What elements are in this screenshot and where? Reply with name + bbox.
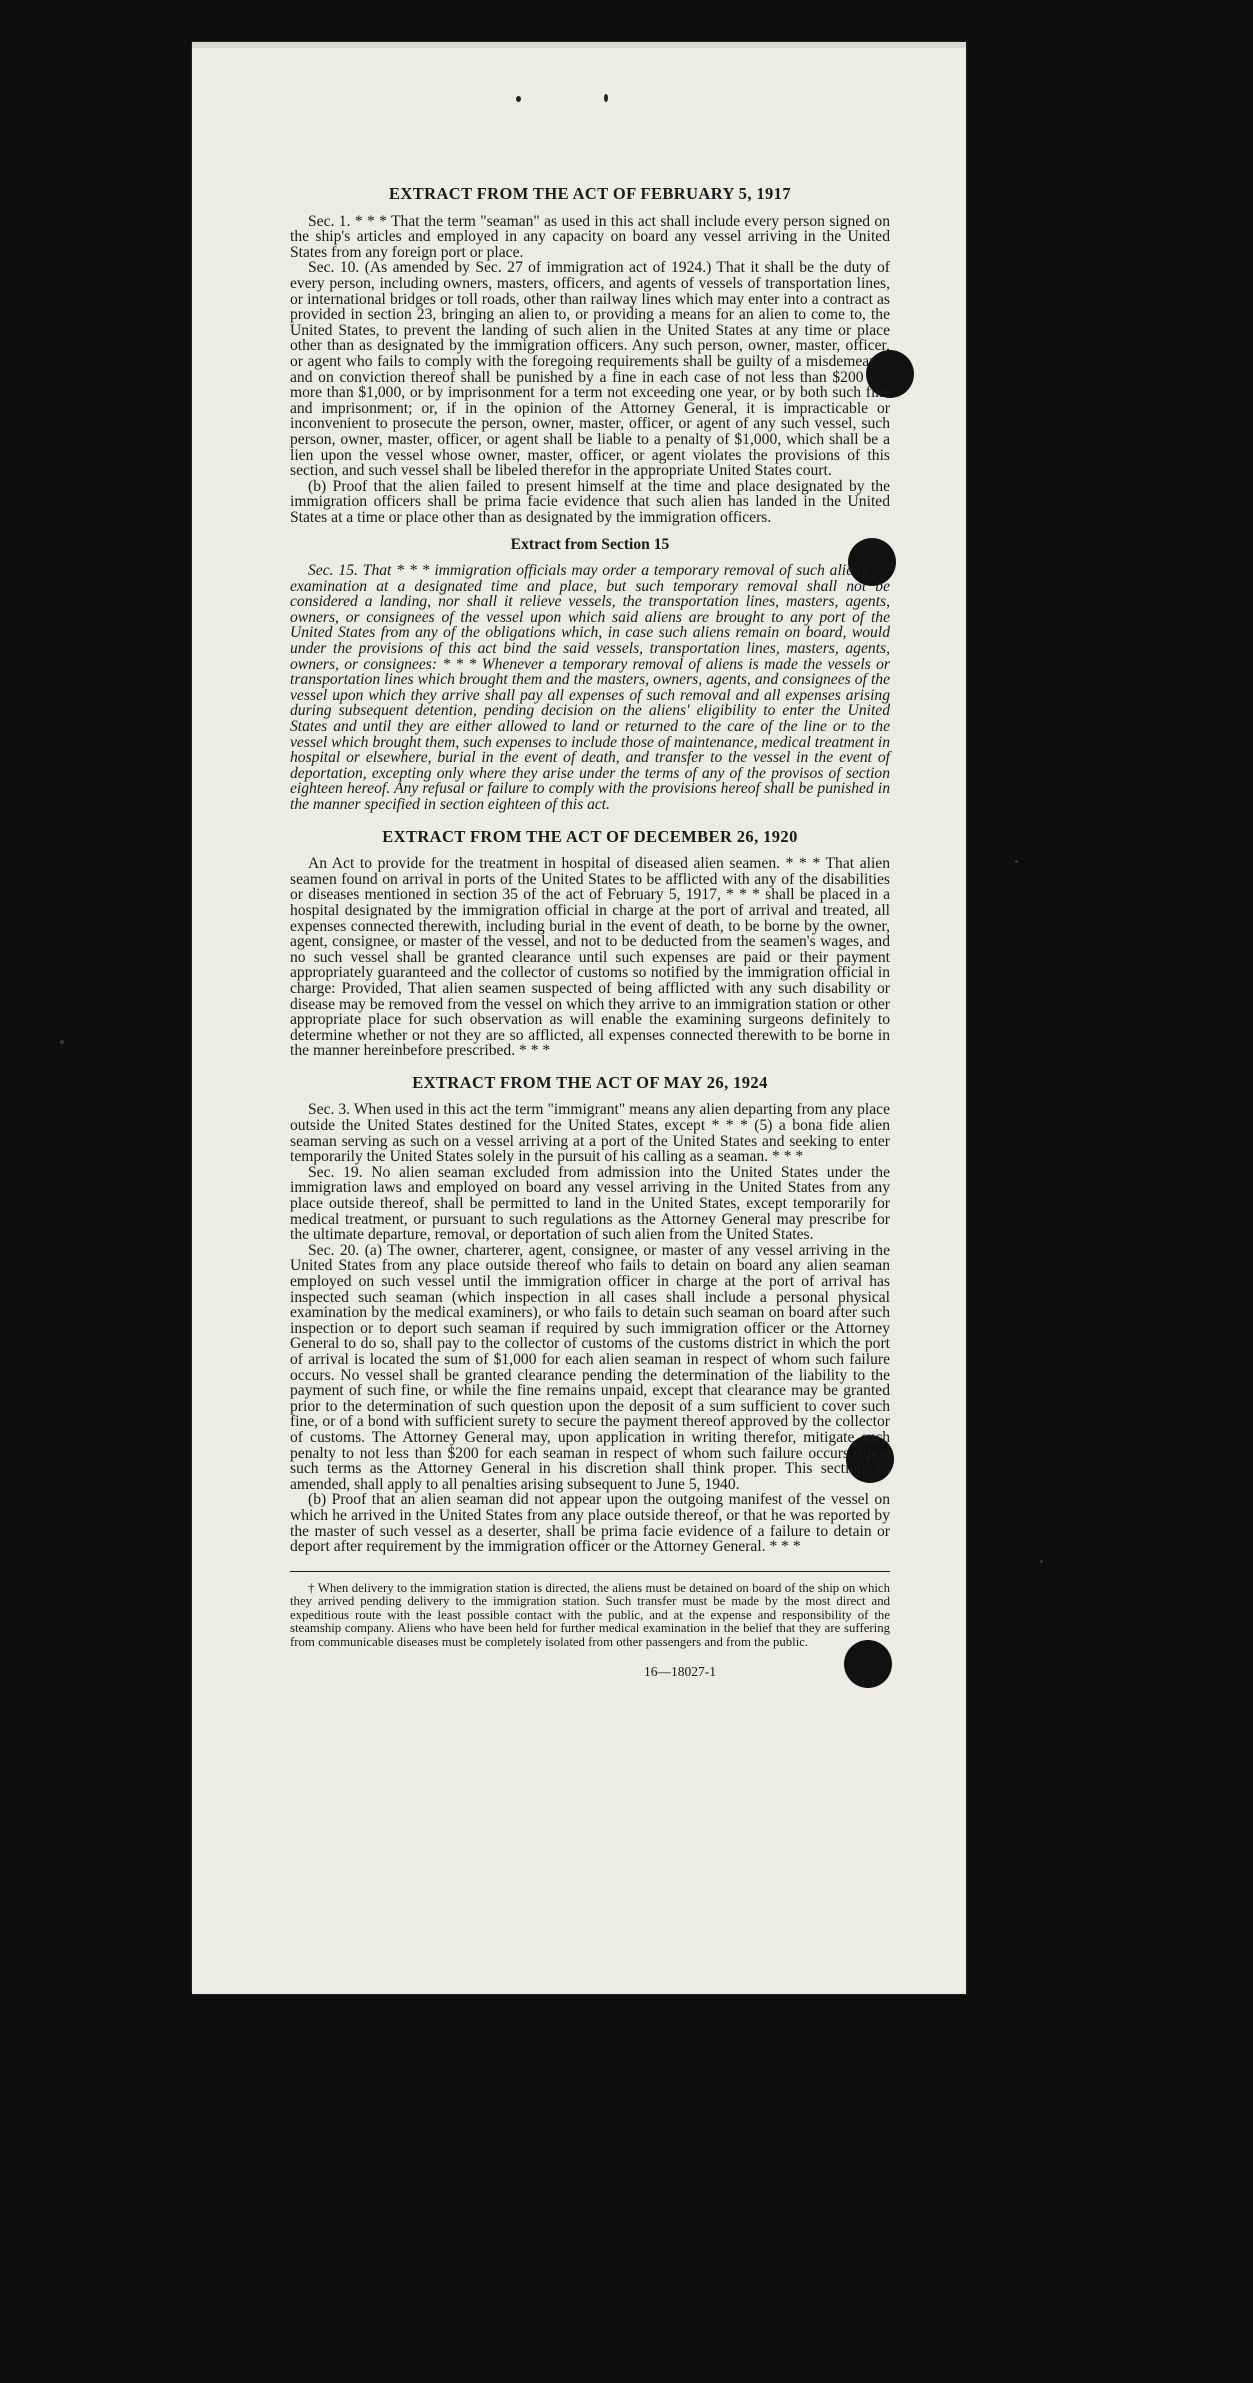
section-heading-1924: EXTRACT FROM THE ACT OF MAY 26, 1924 <box>412 1072 768 1092</box>
film-speck <box>1040 1560 1043 1563</box>
paragraph-sec-10: Sec. 10. (As amended by Sec. 27 of immigration act of 1924.) That it shall be the duty of every person, including owners, masters, officers, and agents of vessels of transportation lines, or international bridges or toll roads, other than railway lines which may enter into a contract as provided in section 23, bringing an alien to, or providing a means for an alien to come to, the United States, to prevent the landing of such alien in the United States at any time or place other than as designated by the immigration officers. Any such person, owner, master, officer, or agent who fails to comply with the foregoing requirements shall be guilty of a misdemeanor and on conviction thereof shall be punished by a fine in each case of not less than $200 nor more than $1,000, or by imprisonment for a term not exceeding one year, or by both such fine and imprisonment; or, if in the opinion of the Attorney General, it is impracticable or inconvenient to prosecute the person, owner, master, officer, or agent of any such vessel, such person, owner, master, officer, or agent shall be liable to a penalty of $1,000, which shall be a lien upon the vessel whose owner, master, officer, or agent violates the provisions of this section, and such vessel shall be libeled therefor in the appropriate United States court. <box>290 259 890 480</box>
section-heading-1917: EXTRACT FROM THE ACT OF FEBRUARY 5, 1917 <box>389 184 791 203</box>
paragraph-sec-20-a: Sec. 20. (a) The owner, charterer, agent, consignee, or master of any vessel arriving in the United States from any place outside thereof who fails to detain on board any alien seaman employed on such vessel until the immigration officer in charge at the port of arrival has inspected such seaman (which inspection in all cases shall include a personal physical examination by the medical examiners), or who fails to detain such seaman on board after such inspection or to deport such seaman if required by such immigration officer or the Attorney General to do so, shall pay to the collector of customs of the customs district in which the port of arrival is located the sum of $1,000 for each alien seaman in respect of whom such failure occurs. No vessel shall be granted clearance pending the determination of the liability to the payment of such fine, or while the fine remains unpaid, except that clearance may be granted prior to the determination of such question upon the deposit of a sum sufficient to cover such fine, or of a bond with sufficient surety to secure the payment thereof approved by the collector of customs. The Attorney General may, upon application in writing therefor, mitigate such penalty to not less than $200 for each seaman in respect of whom such failure occurs, upon such terms as the Attorney General in his discretion shall think proper. This section, as amended, shall apply to all penalties arising subsequent to June 5, 1940. <box>290 1241 890 1493</box>
film-speck <box>1015 860 1018 863</box>
paragraph-sec-10-b: (b) Proof that the alien failed to present himself at the time and place designated by the immigration officers shall be prima facie evidence that such alien has landed in the United States at a time or place other than as designated by the immigration officers. <box>290 477 890 526</box>
paragraph-sec-1: Sec. 1. * * * That the term "seaman" as used in this act shall include every person signed on the ship's articles and employed in any capacity on board any vessel arriving in the United States from any foreign port or place. <box>290 212 890 261</box>
mark-dot <box>604 94 608 102</box>
document-text <box>290 146 890 1679</box>
mark-dot <box>516 96 521 102</box>
paragraph-sec-20-b: (b) Proof that an alien seaman did not appear upon the outgoing manifest of the vessel on which he arrived in the United States from any place outside thereof, or that he was reported by the master of such vessel as a deserter, shall be prima facie evidence of a failure to detain or deport after requirement by the immigration officer or the Attorney General. * * * <box>290 1491 890 1556</box>
document-number: 16—18027-1 <box>644 1663 716 1679</box>
paragraph-sec-19: Sec. 19. No alien seaman excluded from admission into the United States under the immigration laws and employed on board any vessel arriving in the United States from any place outside thereof, shall be permitted to land in the United States, except temporarily for medical treatment, or pursuant to such regulations as the Attorney General may prescribe for the ultimate departure, removal, or deportation of such alien from the United States. <box>290 1163 890 1244</box>
film-speck <box>60 1040 64 1044</box>
footnote: † When delivery to the immigration station is directed, the aliens must be detained on board of the ship on which they arrived pending delivery to the immigration station. Such transfer must be made by the most direct and expeditious route with the least possible contact with the public, and at the expense and responsibility of the steamship company. Aliens who have been held for further medical examination in the belief that they are suffering from communicable diseases must be completely isolated from other passengers and from the public. <box>290 1580 890 1650</box>
footnote-divider <box>290 1571 890 1572</box>
paragraph-act-1920: An Act to provide for the treatment in hospital of diseased alien seamen. * * * That alien seamen found on arrival in ports of the United States to be afflicted with any of the disabilities or diseases mentioned in section 35 of the act of February 5, 1917, * * * shall be placed in a hospital designated by the immigration official in charge at the port of arrival and treated, all expenses connected therewith, including burial in the event of death, to be borne by the owner, agent, consignee, or master of the vessel, and not to be deducted from the seamen's wages, and no such vessel shall be granted clearance until such expenses are paid or their payment appropriately guaranteed and the collector of customs so notified by the immigration official in charge: Provided, That alien seamen suspected of being afflicted with any such disability or disease may be removed from the vessel on which they arrive to an immigration station or other appropriate place for such observation as will enable the examining surgeons definitely to determine whether or not they are so afflicted, all expenses connected therewith to be borne in the manner hereinbefore prescribed. * * * <box>290 855 890 1060</box>
section-heading-section-15: Extract from Section 15 <box>510 536 670 554</box>
paragraph-sec-15: Sec. 15. That * * * immigration officials may order a temporary removal of such aliens for examination at a designated time and place, but such temporary removal shall not be considered a landing, nor shall it relieve vessels, the transportation lines, masters, agents, owners, or consignees of the vessel upon which said aliens are brought to any port of the United States from any of the obligations which, in case such aliens remain on board, would under the provisions of this act bind the said vessels, transportation lines, masters, agents, owners, or consignees: * * * Whenever a temporary removal of aliens is made the vessels or transportation lines which brought them and the masters, owners, agents, and consignees of the vessel upon which they arrive shall pay all expenses of such removal and all expenses arising during subsequent detention, pending decision on the aliens' eligibility to enter the United States and until they are either allowed to land or returned to the care of the line or to the vessel which brought them, such expenses to include those of maintenance, medical treatment in hospital or elsewhere, burial in the event of death, and transfer to the vessel in the event of deportation, excepting only where they arise under the terms of any of the provisos of section eighteen hereof. Any refusal or failure to comply with the provisions hereof shall be punished in the manner specified in section eighteen of this act. <box>290 562 890 813</box>
document-page <box>192 42 966 1994</box>
paragraph-sec-3: Sec. 3. When used in this act the term "immigrant" means any alien departing from any place outside the United States destined for the United States, except * * * (5) a bona fide alien seaman serving as such on a vessel arriving at a port of the United States and seeking to enter temporarily the United States solely in the pursuit of his calling as a seaman. * * * <box>290 1101 890 1166</box>
section-heading-1920: EXTRACT FROM THE ACT OF DECEMBER 26, 1920 <box>382 826 798 846</box>
